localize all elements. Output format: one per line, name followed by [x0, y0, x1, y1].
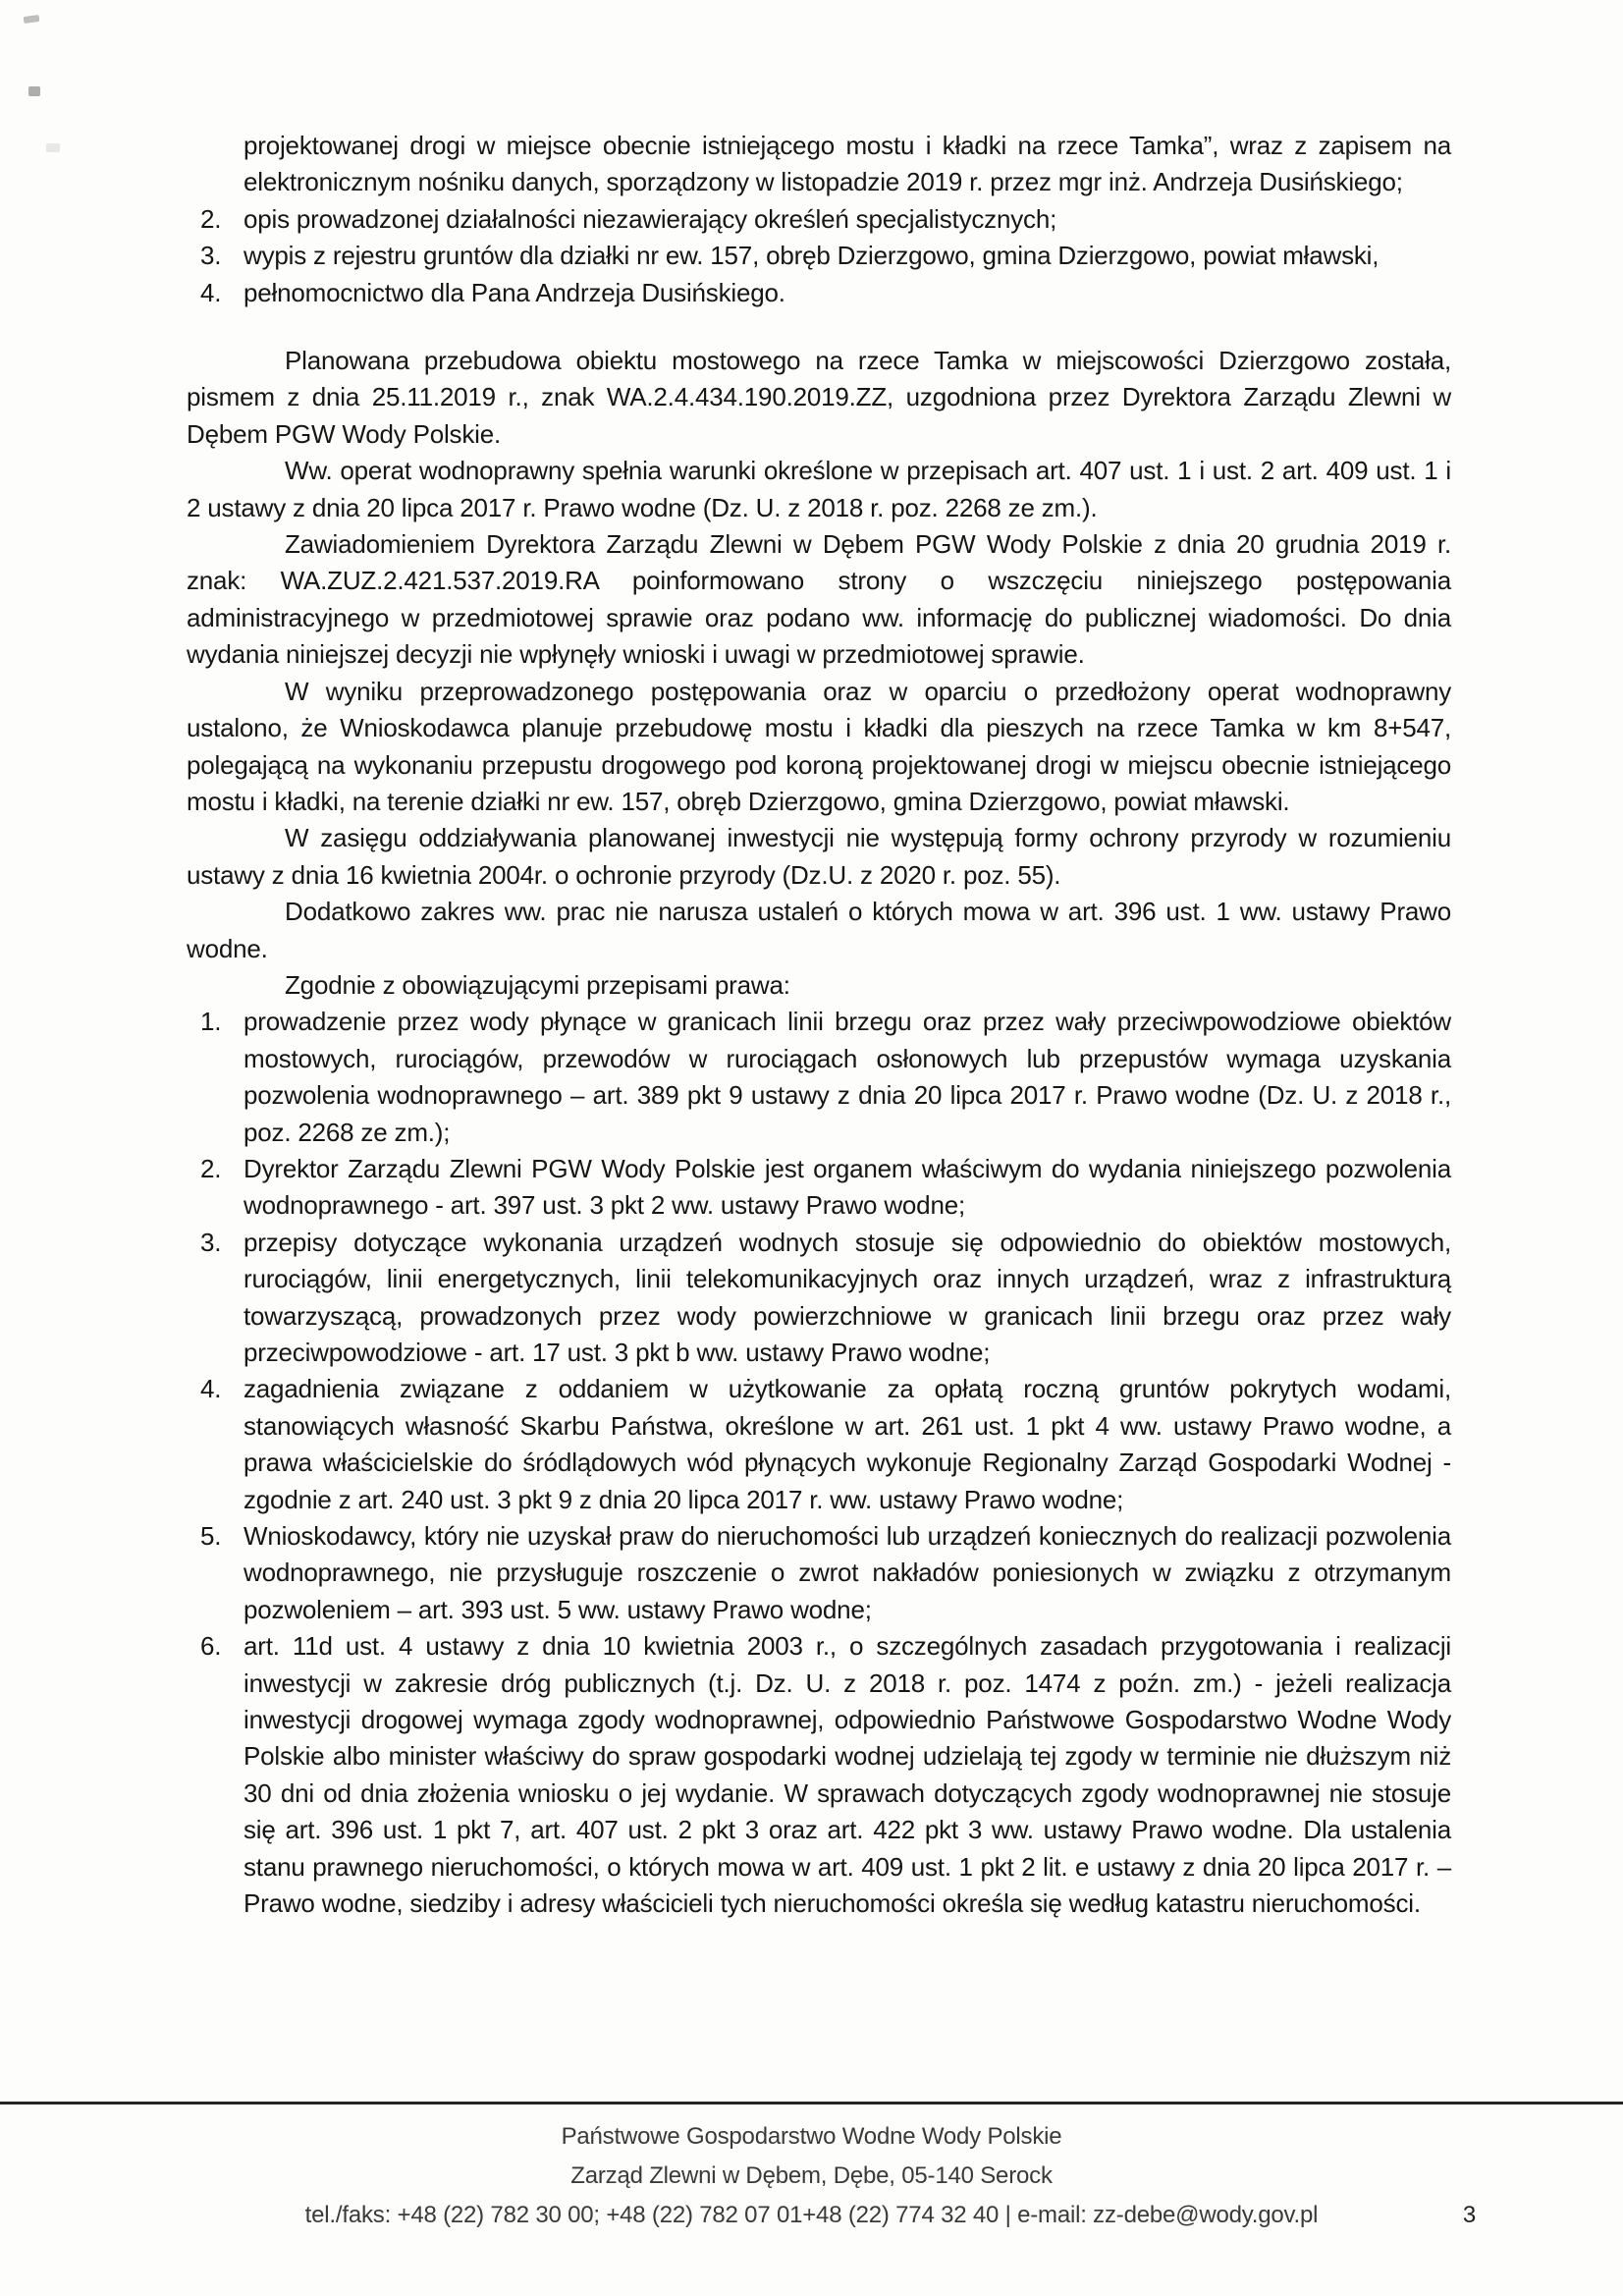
footer-address: Zarząd Zlewni w Dębem, Dębe, 05-140 Serock: [570, 2162, 1053, 2189]
footer-contact: tel./faks: +48 (22) 782 30 00; +48 (22) 782 07 01+48 (22) 774 32 40 | e-mail: zz-debe@wody.gov.pl: [304, 2202, 1319, 2228]
list-item-number: 3.: [200, 1227, 222, 1257]
body-paragraph: Dodatkowo zakres ww. prac nie narusza ustaleń o których mowa w art. 396 ust. 1 ww. ustawy Prawo wodne.: [187, 897, 1451, 963]
list-item-number: 6.: [200, 1631, 222, 1662]
list-item-number: 4.: [200, 1374, 222, 1404]
legal-list-item: [187, 1151, 1451, 1225]
body-paragraph: Ww. operat wodnoprawny spełnia warunki określone w przepisach art. 407 ust. 1 i ust. 2 art. 409 ust. 1 i 2 ustawy z dnia 20 lipca 2017 r. Prawo wodne (Dz. U. z 2018 r. poz. 2268 ze zm.).: [187, 456, 1451, 522]
list-item-text: wypis z rejestru gruntów dla działki nr ew. 157, obręb Dzierzgowo, gmina Dzierzgowo, powiat mławski,: [243, 241, 1380, 271]
list-item-number: 3.: [200, 241, 222, 271]
list-item-text: Wnioskodawcy, który nie uzyskał praw do nieruchomości lub urządzeń koniecznych do realizacji pozwolenia wodnoprawnego, nie przysługuje roszczenie o zwrot nakładów poniesionych w związku z otrzymanym pozwoleniem – art. 393 ust. 5 ww. ustawy Prawo wodne;: [243, 1521, 1451, 1624]
list-item-text: art. 11d ust. 4 ustawy z dnia 10 kwietnia 2003 r., o szczególnych zasadach przygotowania i realizacji inwestycji w zakresie dróg publicznych (t.j. Dz. U. z 2018 r. poz. 1474 z poźn. zm.) - jeżeli realizacja inwestycji drogowej wymaga zgody wodnoprawnej, odpowiednio Państwowe Gospodarstwo Wodne Wody Polskie albo minister właściwy do spraw gospodarki wodnej udzielają tej zgody w terminie nie dłuższym niż 30 dni od dnia złożenia wniosku o jej wydanie. W sprawach dotyczących zgody wodnoprawnej nie stosuje się art. 396 ust. 1 pkt 7, art. 407 ust. 2 pkt 3 oraz art. 422 pkt 3 ww. ustawy Prawo wodne. Dla ustalenia stanu prawnego nieruchomości, o których mowa w art. 409 ust. 1 pkt 2 lit. e ustawy z dnia 20 lipca 2017 r. – Prawo wodne, siedziby i adresy właścicieli tych nieruchomości określa się według katastru nieruchomości.: [243, 1631, 1451, 1919]
list-item: [187, 275, 1451, 311]
list-item-text: pełnomocnictwo dla Pana Andrzeja Dusińskiego.: [243, 277, 785, 307]
body-paragraph: Zawiadomieniem Dyrektora Zarządu Zlewni w Dębem PGW Wody Polskie z dnia 20 grudnia 2019 r. znak: WA.ZUZ.2.421.537.2019.RA poinformowano strony o wszczęciu niniejszego postępowania administracyjnego w przedmiotowej sprawie oraz podano ww. informację do publicznej wiadomości. Do dnia wydania niniejszej decyzji nie wpłynęły wnioski i uwagi w przedmiotowej sprawie.: [187, 529, 1451, 670]
list-item-text: opis prowadzonej działalności niezawierający określeń specjalistycznych;: [243, 203, 1057, 234]
body-paragraph: W zasięgu oddziaływania planowanej inwestycji nie występują formy ochrony przyrody w rozumieniu ustawy z dnia 16 kwietnia 2004r. o ochronie przyrody (Dz.U. z 2020 r. poz. 55).: [187, 823, 1451, 890]
list-item-text: Dyrektor Zarządu Zlewni PGW Wody Polskie jest organem właściwym do wydania niniejszego pozwolenia wodnoprawnego - art. 397 ust. 3 pkt 2 ww. ustawy Prawo wodne;: [243, 1153, 1451, 1221]
footer-divider: [0, 2102, 1623, 2105]
legal-list-item: [187, 1225, 1451, 1372]
list-item-continuation: projektowanej drogi w miejsce obecnie istniejącego mostu i kładki na rzece Tamka”, wraz z zapisem na elektronicznym nośniku danych, sporządzony w listopadzie 2019 r. przez mgr inż. Andrzeja Dusińskiego;: [243, 131, 1451, 197]
list-item-text: przepisy dotyczące wykonania urządzeń wodnych stosuje się odpowiednio do obiektów mostowych, rurociągów, linii energetycznych, linii telekomunikacyjnych oraz innych urządzeń, wraz z infrastrukturą towarzyszącą, prowadzonych przez wody powierzchniowe w granicach linii brzegu oraz przez wały przeciwpowodziowe - art. 17 ust. 3 pkt b ww. ustawy Prawo wodne;: [243, 1227, 1451, 1367]
list-item-number: 4.: [200, 277, 222, 307]
scan-speck: [46, 143, 60, 152]
legal-list-item: [187, 1371, 1451, 1518]
legal-list-item: [187, 1628, 1451, 1922]
list-item-number: 2.: [200, 203, 222, 234]
legal-list-item: [187, 1518, 1451, 1628]
list-item: [187, 238, 1451, 274]
list-item-text: prowadzenie przez wody płynące w granicach linii brzegu oraz przez wały przeciwpowodziowe obiektów mostowych, rurociągów, przewodów w rurociągach osłonowych lub przepustów wymaga uzyskania pozwolenia wodnoprawnego – art. 389 pkt 9 ustawy z dnia 20 lipca 2017 r. Prawo wodne (Dz. U. z 2018 r., poz. 2268 ze zm.);: [243, 1007, 1451, 1147]
page-footer: [0, 2117, 1623, 2235]
list-item-number: 1.: [200, 1007, 222, 1037]
body-paragraph: Planowana przebudowa obiektu mostowego na rzece Tamka w miejscowości Dzierzgowo została, pismem z dnia 25.11.2019 r., znak WA.2.4.434.190.2019.ZZ, uzgodniona przez Dyrektora Zarządu Zlewni w Dębem PGW Wody Polskie.: [187, 346, 1451, 449]
scan-speck: [28, 86, 40, 96]
list-item-text: zagadnienia związane z oddaniem w użytkowanie za opłatą roczną gruntów pokrytych wodami, stanowiących własność Skarbu Państwa, określone w art. 261 ust. 1 pkt 4 ww. ustawy Prawo wodne, a prawa właścicielskie do śródlądowych wód płynących wykonuje Regionalny Zarząd Gospodarki Wodnej - zgodnie z art. 240 ust. 3 pkt 9 z dnia 20 lipca 2017 r. ww. ustawy Prawo wodne;: [243, 1374, 1451, 1514]
legal-list-item: [187, 1004, 1451, 1151]
footer-org-name: Państwowe Gospodarstwo Wodne Wody Polskie: [561, 2123, 1062, 2150]
body-paragraph: Zgodnie z obowiązującymi przepisami prawa:: [285, 969, 790, 1000]
document-body: [187, 128, 1451, 1923]
list-item-number: 2.: [200, 1153, 222, 1183]
scan-speck: [24, 15, 40, 24]
body-paragraph: W wyniku przeprowadzonego postępowania oraz w oparciu o przedłożony operat wodnoprawny ustalono, że Wnioskodawca planuje przebudowę mostu i kładki dla pieszych na rzece Tamka w km 8+547, polegającą na wykonaniu przepustu drogowego pod koroną projektowanej drogi w miejscu obecnie istniejącego mostu i kładki, na terenie działki nr ew. 157, obręb Dzierzgowo, gmina Dzierzgowo, powiat mławski.: [187, 676, 1451, 816]
list-item-number: 5.: [200, 1521, 222, 1552]
list-item: [187, 201, 1451, 238]
page-number: 3: [1462, 2202, 1476, 2228]
